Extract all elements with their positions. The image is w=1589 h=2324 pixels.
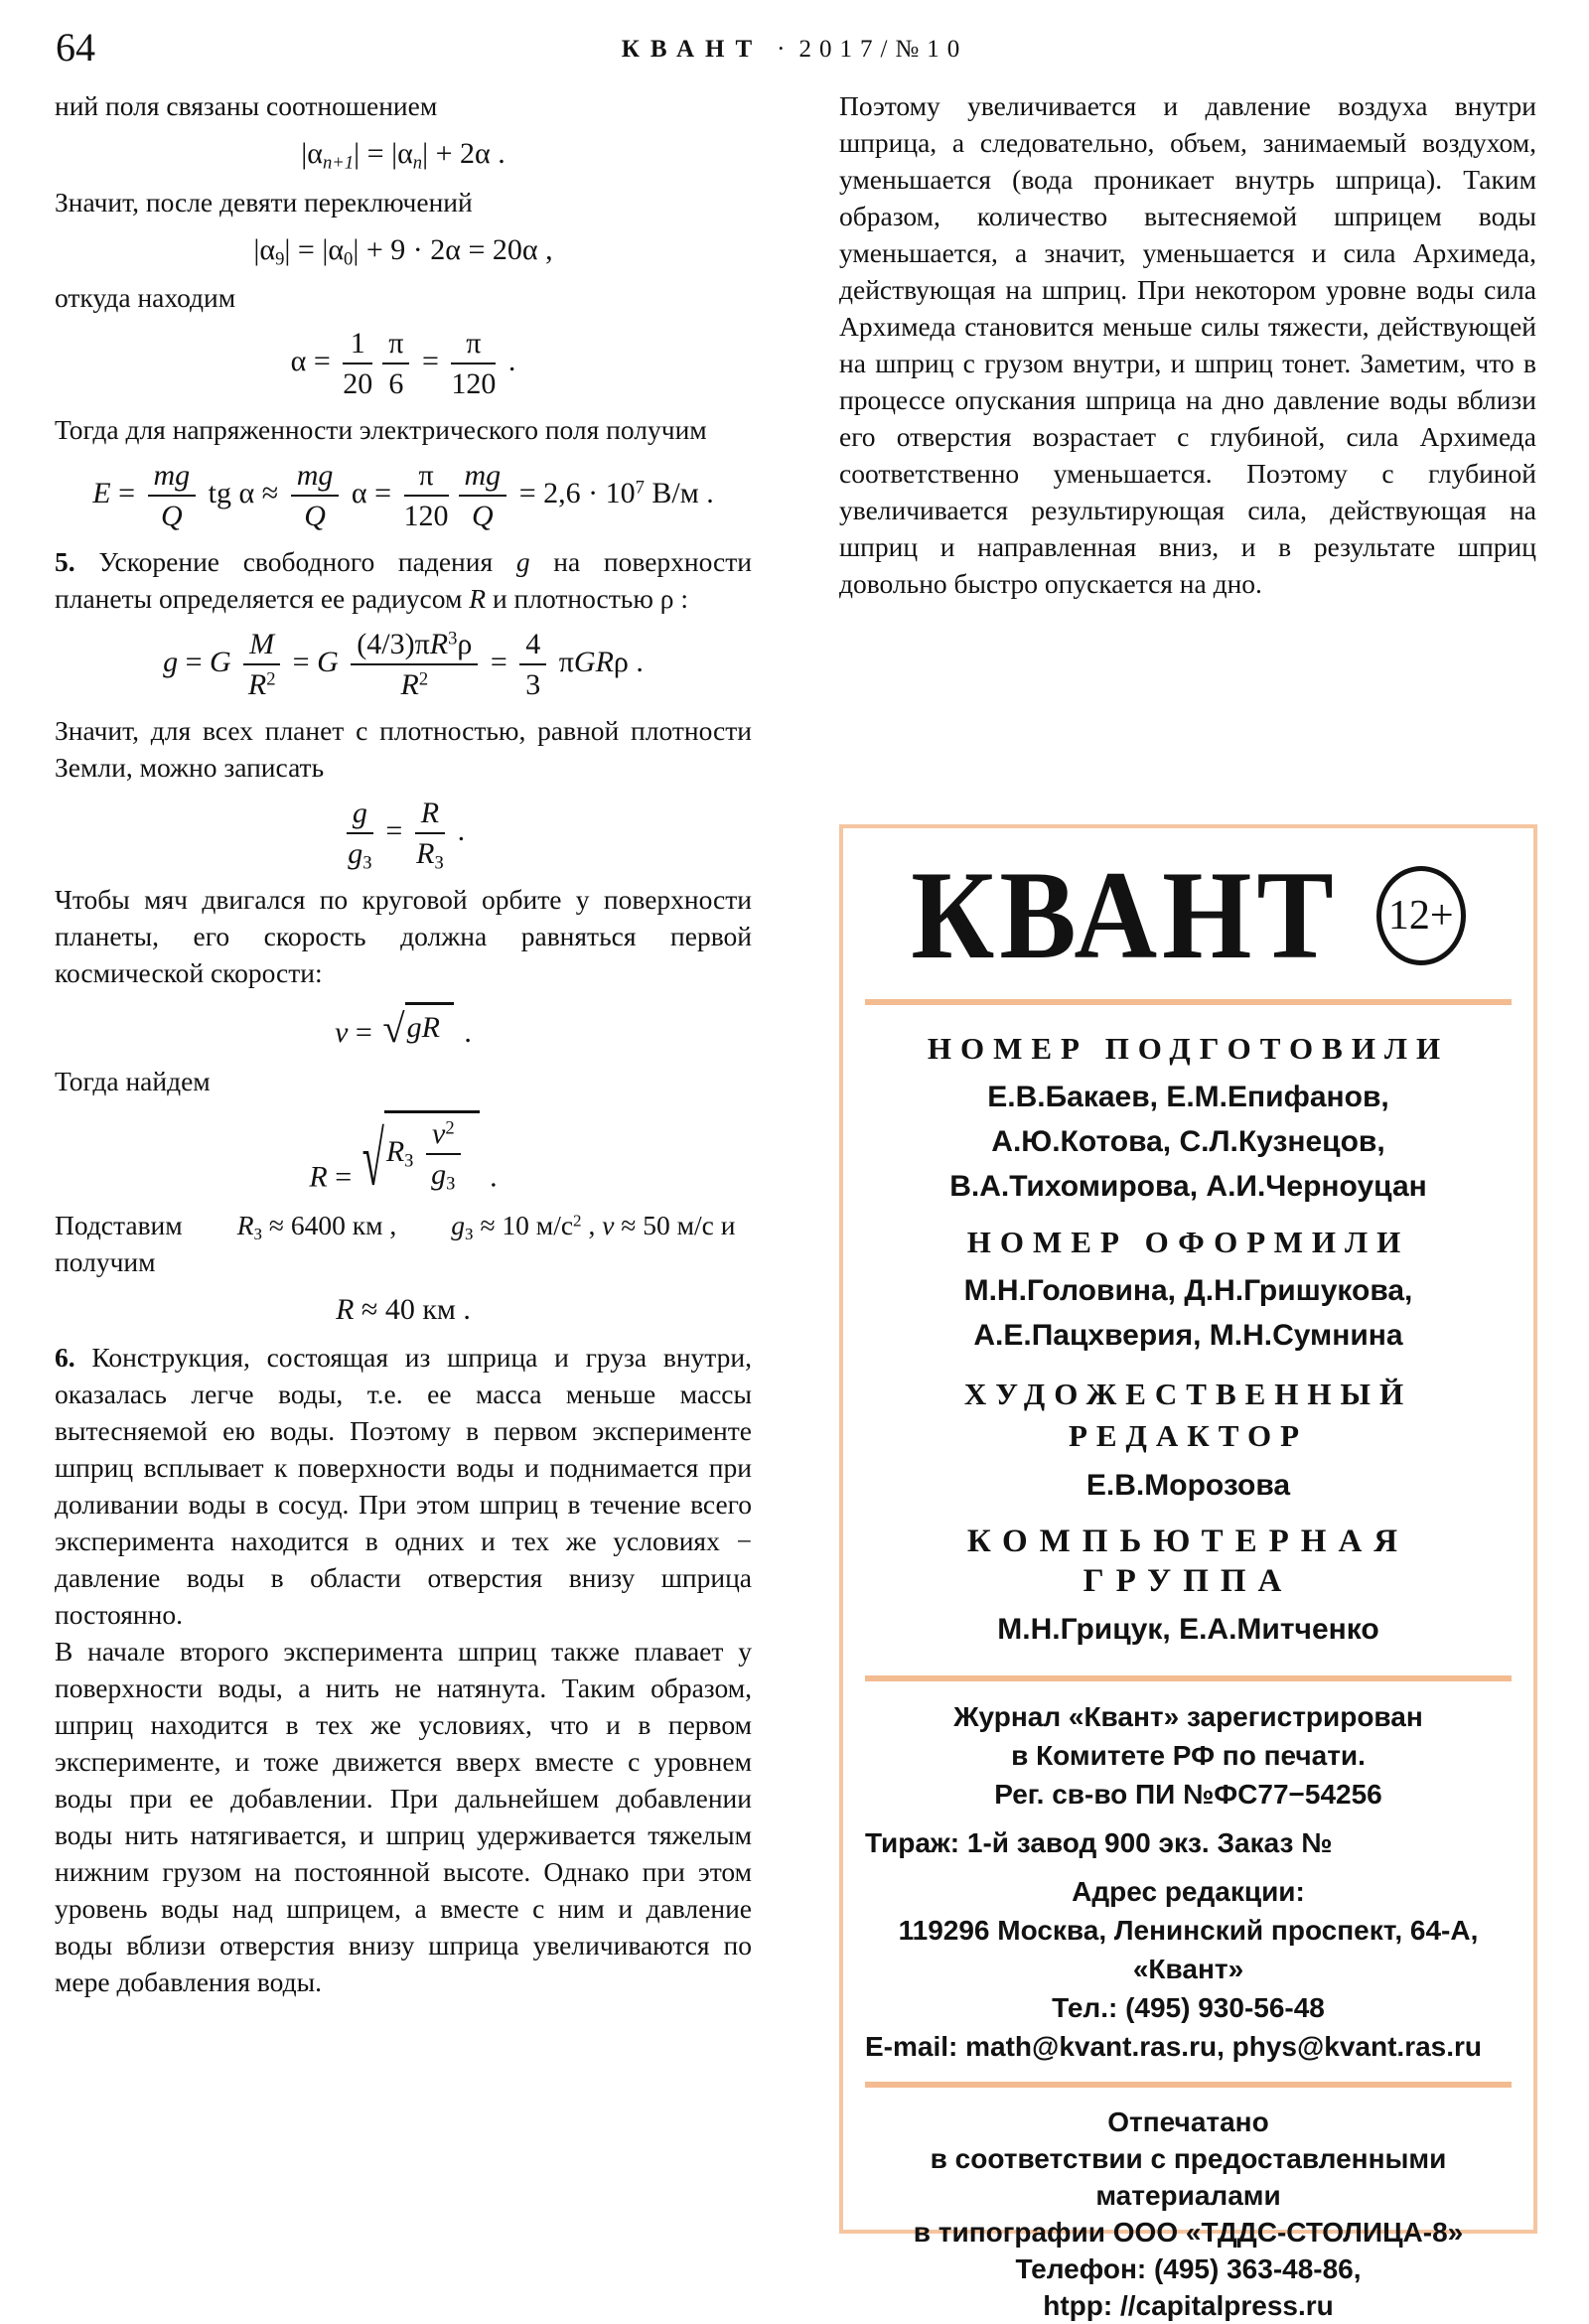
- issue-label: 2017/№10: [798, 36, 968, 63]
- text-line: htpp: //capitalpress.ru: [1043, 2290, 1334, 2321]
- text-line: Журнал «Квант» зарегистрирован: [953, 1701, 1423, 1732]
- formula: $|\alpha_{n+1}| = |\alpha_n| + 2\alpha$ .: [301, 137, 506, 174]
- email-line: E-mail: math@kvant.ras.ru, phys@kvant.ras.ru: [865, 2031, 1483, 2062]
- formula: $\frac{g}{g_З}$ = $\frac{R}{R_З}$ .: [348, 797, 466, 874]
- art-editor-name: Е.В.Морозова: [1085, 1469, 1291, 1502]
- registration-block: [865, 1697, 1512, 1814]
- right-column: [839, 87, 1536, 602]
- prepared-heading: НОМЕР ПОДГОТОВИЛИ: [927, 1031, 1450, 1066]
- radical-sign: √: [382, 1006, 405, 1052]
- designed-heading: НОМЕР ОФОРМИЛИ: [966, 1225, 1410, 1259]
- paragraph: Значит, для всех планет с плотностью, равной плотности Земли, можно записать: [55, 715, 752, 783]
- formula: R = √ $R_З$ $\frac{v^2}{g_З}$ .: [55, 1110, 752, 1196]
- divider-rule: [865, 1675, 1512, 1681]
- paragraph: 6. Конструкция, состоящая из шприца и груза внутри, оказалась легче воды, т.е. ее масса меньше массы вытесняемой ею воды. Поэтому в первом эксперименте шприц всплывает к поверхности воды и поднимается при доливании воды в сосуд. При этом шприц в течение всего эксперимента находится в одних и тех же условиях − давление воды в области отверстия внизу шприца постоянно.: [55, 1342, 753, 1631]
- text-line: Отпечатано: [1107, 2106, 1269, 2137]
- art-editor-heading-line2: РЕДАКТОР: [1068, 1418, 1309, 1453]
- formula: E = $\frac{mg}{Q}$ tg α ≈ $\frac{mg}{Q}$ α = $\frac{\pi}{120}$ $\frac{mg}{Q}$ = $2,6 \cdot 10^7$ В/м .: [92, 459, 714, 532]
- text-line: материалами: [1095, 2180, 1281, 2211]
- art-editor-heading: [865, 1374, 1512, 1457]
- text-line: в Комитете РФ по печати.: [1011, 1740, 1366, 1771]
- address-block: [865, 1911, 1512, 1988]
- kvant-logo: КВАНТ: [911, 845, 1339, 986]
- left-column: [55, 87, 752, 2000]
- formula: v = √ gR .: [55, 1002, 752, 1052]
- text-line: в соответствии с предоставленными: [930, 2143, 1447, 2174]
- page-number: 64: [56, 25, 95, 70]
- text-line: «Квант»: [1132, 1954, 1244, 1984]
- formula: R ≈ 40 км .: [336, 1292, 471, 1326]
- text-line: А.Е.Пацхверия, М.Н.Сумнина: [973, 1319, 1403, 1352]
- paragraph: Подставим $R_З \approx 6400$ км , $g_З \approx 10$ $м/с^2$ , v ≈ 50 м/с и получим: [55, 1209, 736, 1277]
- formula: $|\alpha_9| = |\alpha_0| + 9 \cdot 2\alpha = 20\alpha$ ,: [253, 232, 553, 270]
- address-heading: Адрес редакции:: [1072, 1876, 1305, 1907]
- radical-sign: √: [361, 1116, 384, 1202]
- text-line: в типографии ООО «ТДДС-СТОЛИЦА-8»: [913, 2217, 1464, 2248]
- text-line: Рег. св-во ПИ №ФС77−54256: [994, 1779, 1382, 1810]
- running-head: [0, 36, 1589, 64]
- paragraph: Поэтому увеличивается и давление воздуха внутри шприца, а следовательно, объем, занимаемый воздухом, уменьшается (вода проникает внутрь шприца). Таким образом, количество вытесняемой шприцем воды уменьшается, а значит, уменьшается и сила Архимеда, действующая на шприц. При некотором уровне воды сила Архимеда становится меньше силы тяжести, действующей на шприц с грузом внутри, и шприц тонет. Заметим, что в процессе опускания шприца на дно давление воды вблизи его отверстия возрастает с глубиной, сила Архимеда соответственно уменьшается. Поэтому с глубиной увеличивается результирующая сила, действующая на шприц и направленная вниз, и в результате шприц довольно быстро опускается на дно.: [839, 90, 1536, 599]
- paragraph: откуда находим: [55, 282, 236, 313]
- text-line: М.Н.Головина, Д.Н.Гришукова,: [963, 1274, 1413, 1307]
- text-line: А.Ю.Котова, С.Л.Кузнецов,: [991, 1125, 1385, 1158]
- text-line: 119296 Москва, Ленинский проспект, 64-А,: [898, 1915, 1479, 1946]
- phone-line: Тел.: (495) 930-56-48: [1052, 1992, 1325, 2023]
- tirazh-line: Тираж: 1-й завод 900 экз. Заказ №: [865, 1827, 1333, 1858]
- paragraph: Тогда найдем: [55, 1065, 211, 1096]
- designed-names: [865, 1268, 1512, 1358]
- divider-rule: [865, 2082, 1512, 2088]
- formula: g = G $\frac{M}{R^2}$ = G $\frac{(4/3)\pi R^3\rho}{R^2}$ = $\frac{4}{3}$ πGRρ .: [163, 628, 644, 701]
- prepared-names: [865, 1075, 1512, 1209]
- formula: α = $\frac{1}{20}$ $\frac{\pi}{6}$ = $\frac{\pi}{120}$ .: [290, 327, 516, 400]
- text-line: Телефон: (495) 363-48-86,: [1015, 2253, 1362, 2284]
- masthead-box: [839, 824, 1537, 2321]
- journal-name: КВАНТ: [621, 36, 764, 63]
- paragraph: В начале второго эксперимента шприц также плавает у поверхности воды, а нить не натянута. Таким образом, шприц находится в тех же условиях, что и в первом эксперименте, и тоже движется вверх вместе с уровнем воды при ее добавлении. При дальнейшем добавлении воды нить натягивается, и шприц удерживается тяжелым нижним грузом на постоянной высоте. Однако при этом уровень воды над шприцем, а вместе с ним и давление воды вблизи отверстия внизу шприца увеличиваются по мере добавления воды.: [55, 1636, 752, 1998]
- text-line: В.А.Тихомирова, А.И.Черноуцан: [949, 1170, 1427, 1203]
- age-rating-badge: 12+: [1376, 866, 1466, 965]
- printed-block: [865, 2104, 1512, 2324]
- art-editor-heading-line1: ХУДОЖЕСТВЕННЫЙ: [963, 1377, 1413, 1411]
- computer-group-heading: КОМПЬЮТЕРНАЯ ГРУППА: [966, 1524, 1410, 1599]
- text-line: Е.В.Бакаев, Е.М.Епифанов,: [987, 1081, 1389, 1113]
- paragraph: Тогда для напряженности электрического поля получим: [55, 414, 707, 445]
- computer-group-names: М.Н.Грицук, Е.А.Митченко: [997, 1613, 1379, 1646]
- separator-dot: ·: [777, 36, 786, 63]
- paragraph: Чтобы мяч двигался по круговой орбите у поверхности планеты, его скорость должна равняться первой космической скорости:: [55, 884, 752, 988]
- divider-rule: [865, 999, 1512, 1005]
- paragraph: Значит, после девяти переключений: [55, 186, 473, 218]
- logo-row: [865, 845, 1512, 986]
- paragraph: ний поля связаны соотношением: [55, 90, 438, 121]
- paragraph: 5. Ускорение свободного падения g на поверхности планеты определяется ее радиусом R и плотностью ρ :: [55, 546, 752, 614]
